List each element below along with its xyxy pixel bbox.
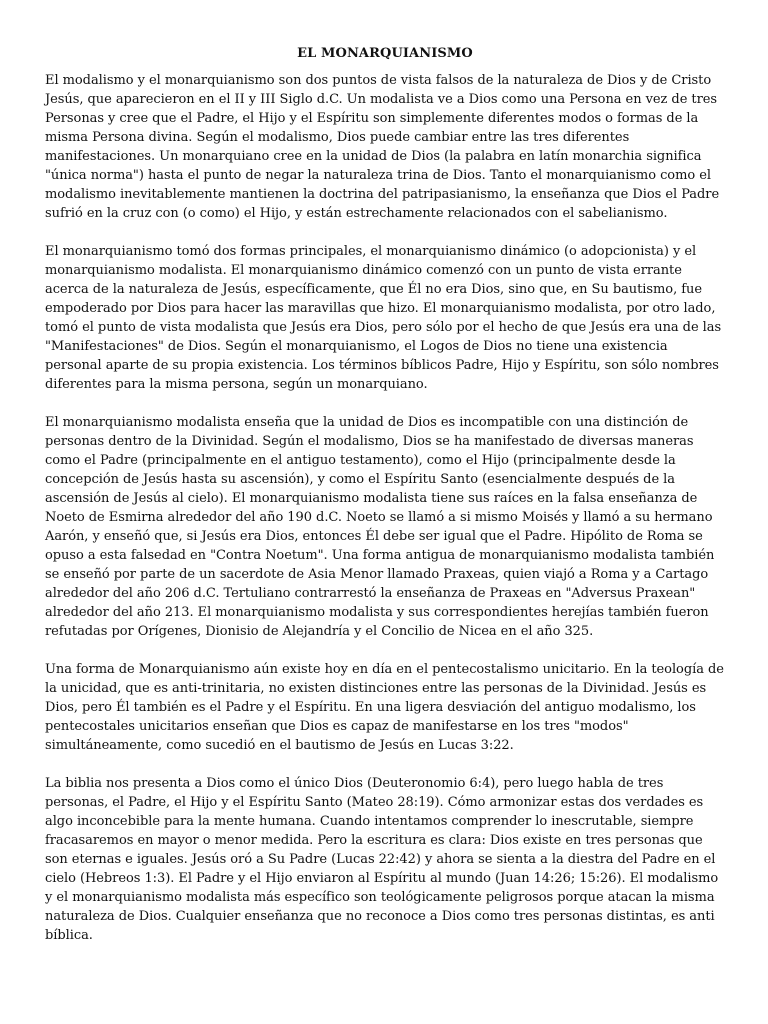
paragraph-3: El monarquianismo modalista enseña que la unidad de Dios es incompatible con una distinción de personas dentro de la Divinidad. Según el modalismo, Dios se ha manifestado de diversas maneras como el Padre (principalmente en el antiguo testamento), como el Hijo (principalmente desde la concepción de Jesús hasta su ascensión), y como el Espíritu Santo (esencialmente después de la ascensión de Jesús al cielo). El monarquianismo modalista tiene sus raíces en la falsa enseñanza de Noeto de Esmirna alrededor del año 190 d.C. Noeto se llamó a si mismo Moisés y llamó a su hermano Aarón, y enseñó que, si Jesús era Dios, entonces Él debe ser igual que el Padre. Hipólito de Roma se opuso a esta falsedad en "Contra Noetum". Una forma antigua de monarquianismo modalista también se enseñó por parte de un sacerdote de Asia Menor llamado Praxeas, quien viajó a Roma y a Cartago alrededor del año 206 d.C. Tertuliano contrarrestó la enseñanza de Praxeas en "Adversus Praxean" alrededor del año 213. El monarquianismo modalista y sus correspondientes herejías también fueron refutadas por Orígenes, Dionisio de Alejandría y el Concilio de Nicea en el año 325. [45,415,715,639]
paragraph-2: El monarquianismo tomó dos formas principales, el monarquianismo dinámico (o adopcionista) y el monarquianismo modalista. El monarquianismo dinámico comenzó con un punto de vista errante acerca de la naturaleza de Jesús, específicamente, que Él no era Dios, sino que, en Su bautismo, fue empoderado por Dios para hacer las maravillas que hizo. El monarquianismo modalista, por otro lado, tomó el punto de vista modalista que Jesús era Dios, pero sólo por el hecho de que Jesús era una de las "Manifestaciones" de Dios. Según el monarquianismo, el Logos de Dios no tiene una existencia personal aparte de su propia existencia. Los términos bíblicos Padre, Hijo y Espíritu, son sólo nombres diferentes para la misma persona, según un monarquiano. [45,244,722,392]
paragraph-1: El modalismo y el monarquianismo son dos puntos de vista falsos de la naturaleza de Dios y de Cristo Jesús, que aparecieron en el II y III Siglo d.C. Un modalista ve a Dios como una Persona en vez de tres Personas y cree que el Padre, el Hijo y el Espíritu son simplemente diferentes modos o formas de la misma Persona divina. Según el modalismo, Dios puede cambiar entre las tres diferentes manifestaciones. Un monarquiano cree en la unidad de Dios (la palabra en latín monarchia significa "única norma") hasta el punto de negar la naturaleza trina de Dios. Tanto el monarquianismo como el modalismo inevitablemente mantienen la doctrina del patripasianismo, la enseñanza que Dios el Padre sufrió en la cruz con (o como) el Hijo, y están estrechamente relacionados con el sabelianismo. [45,73,720,221]
document-page [45,44,725,964]
paragraph-4: Una forma de Monarquianismo aún existe hoy en día en el pentecostalismo unicitario. En la teología de la unicidad, que es anti-trinitaria, no existen distinciones entre las personas de la Divinidad. Jesús es Dios, pero Él también es el Padre y el Espíritu. En una ligera desviación del antiguo modalismo, los pentecostales unicitarios enseñan que Dios es capaz de manifestarse en los tres "modos" simultáneamente, como sucedió en el bautismo de Jesús en Lucas 3:22. [45,662,724,753]
paragraph-5: La biblia nos presenta a Dios como el único Dios (Deuteronomio 6:4), pero luego habla de tres personas, el Padre, el Hijo y el Espíritu Santo (Mateo 28:19). Cómo armonizar estas dos verdades es algo inconcebible para la mente humana. Cuando intentamos comprender lo inescrutable, siempre fracasaremos en mayor o menor medida. Pero la escritura es clara: Dios existe en tres personas que son eternas e iguales. Jesús oró a Su Padre (Lucas 22:42) y ahora se sienta a la diestra del Padre en el cielo (Hebreos 1:3). El Padre y el Hijo enviaron al Espíritu al mundo (Juan 14:26; 15:26). El modalismo y el monarquianismo modalista más específico son teológicamente peligrosos porque atacan la misma naturaleza de Dios. Cualquier enseñanza que no reconoce a Dios como tres personas distintas, es anti bíblica. [45,776,719,943]
document-title: EL MONARQUIANISMO [297,46,473,61]
